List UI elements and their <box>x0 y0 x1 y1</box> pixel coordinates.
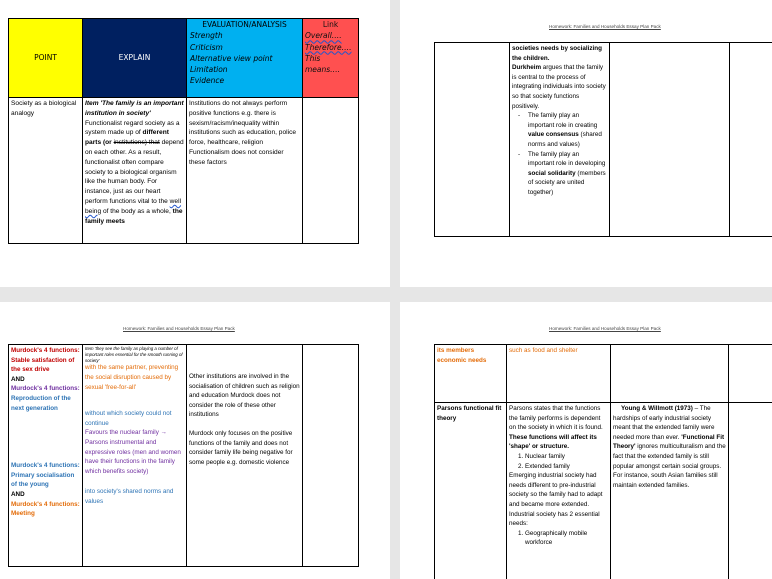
p3-point-purple: Murdock's 4 functions: <box>11 385 80 393</box>
p3-explain-blue-2: into society's shared norms and values <box>85 488 174 505</box>
explain-text-c: of the body as a whole, <box>101 207 173 215</box>
document-page-3 <box>0 302 390 579</box>
bullet-text: (members of society are united together) <box>528 169 606 196</box>
essay-plan-table-page2 <box>434 42 772 237</box>
header-evaluation <box>187 19 303 98</box>
p3-col-evaluation <box>187 345 303 567</box>
link-item-therefore: Therefore…. <box>305 42 352 52</box>
header-link-title: Link <box>322 20 339 29</box>
eval-item-limitation: Limitation <box>190 65 228 75</box>
p4-eval-bold-2: 'Functional Fit Theory' <box>613 433 725 451</box>
p3-eval-2: Murdock only focuses on the positive functions of the family and does not consider family life being negative for some people e.g. domestic violence <box>189 429 293 466</box>
p3-point-orange: Murdock's 4 functions: Meeting <box>11 500 80 518</box>
row-explain <box>83 98 187 244</box>
header-link <box>303 19 359 98</box>
link-item-overall: Overall…. <box>305 31 342 41</box>
p3-item-quote: Item 'they see the family as playing a number of important roles essential for the smooth running of society' <box>85 346 183 363</box>
p2-col-link <box>730 43 772 237</box>
list-item: 2. Extended family <box>525 462 608 472</box>
p3-col-point <box>9 345 83 567</box>
explain-text-b: depend on each other. As a result, functionalist often compare society to a biological organism like the human body. For instance, just as our heart perform functions vital to the <box>85 139 184 205</box>
p4-row1-evaluation <box>611 345 729 403</box>
link-item-this: This <box>305 53 321 63</box>
p2-col-evaluation <box>610 43 730 237</box>
p4-row1-explain: such as food and shelter <box>507 345 611 403</box>
p4-row2-point: Parsons functional fit theory <box>435 403 507 579</box>
eval-item-alternative: Alternative view point <box>190 53 273 63</box>
p4-eval-a: – The hardships of early industrial society meant that the extended family were needed more than ever. <box>613 405 715 441</box>
eval-item-evidence: Evidence <box>190 76 225 86</box>
document-page-1 <box>0 0 390 287</box>
list-item <box>528 111 607 149</box>
bullet-text: The family play an important role in creating <box>528 112 598 129</box>
bullet-text: The family play an important role in developing <box>528 150 606 168</box>
header-explain: EXPLAIN <box>83 19 187 98</box>
p3-explain-orange: with the same partner, preventing the social disruption caused by sexual 'free-for-all' <box>85 364 179 391</box>
explain-wav: well being <box>85 197 182 215</box>
essay-plan-table-page1 <box>8 18 359 244</box>
row-point: Society as a biological analogy <box>9 98 83 244</box>
eval-item-criticism: Criticism <box>190 42 223 52</box>
document-page-2 <box>400 0 772 287</box>
p3-col-explain <box>83 345 187 567</box>
bullet-bold: social solidarity <box>528 169 576 177</box>
p2-bullet-list <box>512 111 607 197</box>
page-header: Homework: Families and Households Essay Plan Pack <box>123 326 235 331</box>
p2-col-point <box>435 43 510 237</box>
p4-row2-evaluation <box>611 403 729 579</box>
p2-durkheim-name: Durkheim <box>512 64 542 72</box>
explain-bold-2: the family meets <box>85 207 183 225</box>
p4-explain-b: Emerging industrial society had needs different to pre-industrial society so the family had to adapt and became more extended. Industrial society has 2 essential needs: <box>509 472 603 528</box>
p3-point-red: Murdock's 4 functions: Stable satisfaction of the sex drive <box>11 347 80 374</box>
p3-eval-1: Other institutions are involved in the socialisation of children such as religion and education Murdock does not consider the role of these other institutions <box>189 373 300 419</box>
row-evaluation: Institutions do not always perform positive functions e.g. there is sexism/racism/inequality within institutions such as education, police force, healthcare, religion Functionalism does not consider these factors <box>187 98 303 244</box>
p3-and-1: AND <box>11 375 25 383</box>
page-header: Homework: Families and Households Essay Plan Pack <box>549 24 661 29</box>
p2-bold-intro: societies needs by socializing the children. <box>512 45 602 62</box>
document-page-4 <box>400 302 772 579</box>
p3-col-link <box>303 345 359 567</box>
p4-explain-bold: These functions will affect its 'shape' or structure. <box>509 433 597 451</box>
p4-list-needs <box>509 529 608 548</box>
link-item-means: means…. <box>305 65 341 75</box>
p2-col-explain <box>510 43 610 237</box>
p4-list-structures <box>509 452 608 471</box>
p4-row1-link <box>729 345 772 403</box>
explain-text-a: Functionalist regard society as a system made up of <box>85 119 180 137</box>
eval-item-strength: Strength <box>190 31 223 41</box>
explain-strike: institutions) that <box>113 139 160 147</box>
p4-eval-b: ignores multiculturalism and the fact that the extended family is still popular amongst certain social groups. For instance, south Asian families still maintain extended families. <box>613 443 726 489</box>
essay-plan-table-page3 <box>8 344 359 567</box>
p4-eval-bold: Young & Willmott (1973) <box>621 405 693 412</box>
list-item <box>528 150 607 198</box>
explain-bold: different parts (or <box>85 129 169 147</box>
p4-row1-point: its members economic needs <box>435 345 507 403</box>
p3-point-blue-2: Murdock's 4 functions: Primary socialisation of the young <box>11 462 80 489</box>
p4-row2-explain <box>507 403 611 579</box>
list-item: 1. Nuclear family <box>525 452 608 462</box>
row-link <box>303 98 359 244</box>
bullet-text: (shared norms and values) <box>528 131 602 148</box>
p4-row2-link <box>729 403 772 579</box>
p3-explain-purple: Favours the nuclear family → Parsons instrumental and expressive roles (men and women have their functions in the family which benefits society) <box>85 429 181 475</box>
p3-explain-blue: without which society could not continue <box>85 410 172 427</box>
p2-durkheim-text: argues that the family is central to the process of integrating individuals into society so that society functions positively. <box>512 64 606 110</box>
p3-and-2: AND <box>11 490 25 498</box>
p3-point-blue: Reproduction of the next generation <box>11 394 71 412</box>
item-quote: Item 'The family is an important institution in society' <box>85 100 184 117</box>
page-header: Homework: Families and Households Essay Plan Pack <box>549 326 661 331</box>
bullet-bold: value consensus <box>528 131 579 139</box>
p4-explain-a: Parsons states that the functions the family performs is dependent on the society in which it is found. <box>509 405 603 432</box>
list-item: 1. Geographically mobile workforce <box>525 529 608 548</box>
essay-plan-table-page4 <box>434 344 772 579</box>
header-evaluation-title: EVALUATION/ANALYSIS <box>202 20 287 29</box>
header-point: POINT <box>9 19 83 98</box>
